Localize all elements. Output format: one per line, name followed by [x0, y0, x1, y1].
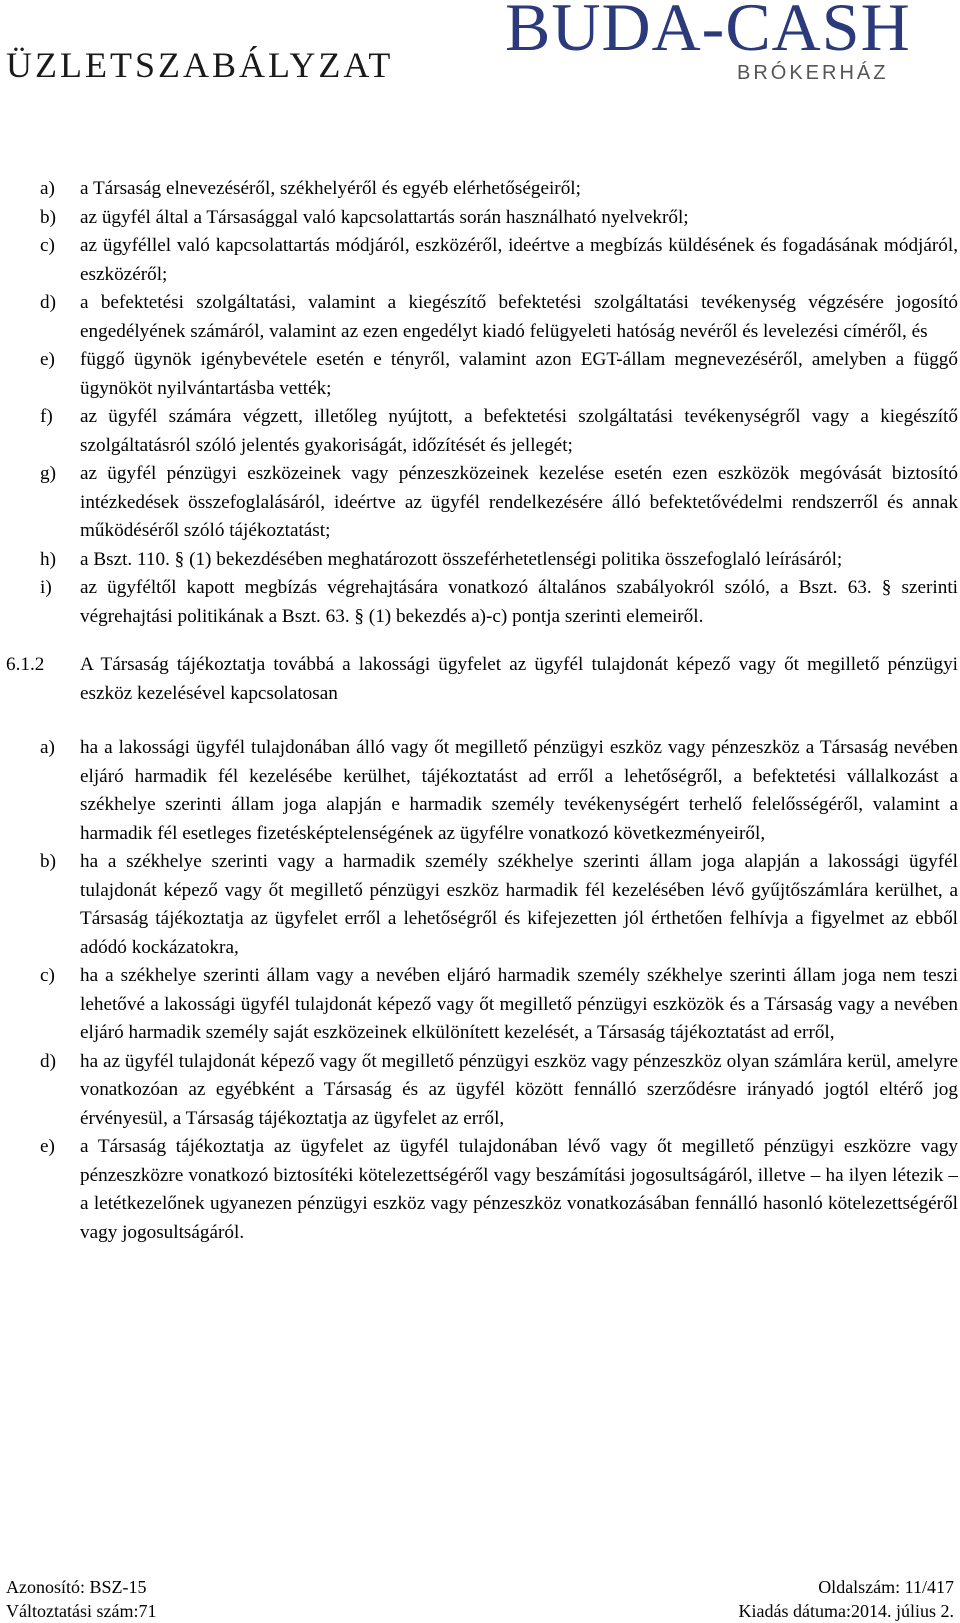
page-number: Oldalszám: 11/417	[818, 1577, 954, 1597]
list-item-text: a Társaság elnevezéséről, székhelyéről és egyéb elérhetőségeiről;	[80, 178, 581, 199]
list-item-letter: e)	[40, 349, 55, 370]
list-item-text: a Társaság tájékoztatja az ügyfelet az ügyfél tulajdonában lévő vagy őt megillető pénzügyi eszközre vagy pénzeszközre vonatkozó biztosítéki kötelezettségéről vagy beszámítási jogosultságáról, illetve – ha ilyen létezik – a letétkezelőnek ugyanezen pénzügyi eszköz vagy pénzeszköz vonatkozásában fennálló hasonló kötelezettségéről vagy jogosultságáról.	[80, 1136, 958, 1243]
list-item-text: ha a lakossági ügyfél tulajdonában álló vagy őt megillető pénzügyi eszköz vagy pénzeszköz a Társaság nevében eljáró harmadik fél kezelésébe kerülhet, tájékoztatást ad erről a lehetőségről, a befektetési vállalkozást a székhelye szerinti állam joga alapján e harmadik személy tevékenységért terhelő felelősségéről, valamint a harmadik fél esetleges fizetésképtelenségének az ügyfélre vonatkozó következményeiről,	[80, 737, 958, 844]
list-item-text: a Bszt. 110. § (1) bekezdésében meghatározott összeférhetetlenségi politika összefoglaló leírásáról;	[80, 548, 843, 570]
list-item-text: az ügyfél számára végzett, illetőleg nyújtott, a befektetési szolgáltatási tevékenységről vagy a kiegészítő szolgáltatásról szóló jelentés gyakoriságát, időzítését és jellegét;	[80, 406, 958, 456]
list-item-text: a befektetési szolgáltatási, valamint a kiegészítő befektetési szolgáltatási tevékenység végzésére jogosító engedélyének számáról, valamint az ezen engedélyt kiadó felügyeleti hatóság nevéről és levelezési címéről, és	[80, 292, 958, 342]
list-item	[0, 1048, 960, 1134]
list-item-text: az ügyfél által a Társasággal való kapcsolattartás során használható nyelvekről;	[80, 206, 689, 228]
document-id: Azonosító: BSZ-15	[6, 1577, 147, 1597]
list-item-text: ha a székhelye szerinti vagy a harmadik személy székhelye szerinti állam joga alapján a lakossági ügyfél tulajdonát képező vagy őt megillető pénzügyi eszköz harmadik fél kezelésében lévő gyűjtőszámlára kerülhet, a Társaság tájékoztatja az ügyfelet erről a lehetőségről és kifejezetten jól érthetően felhívja a figyelmet az ebből adódó kockázatokra,	[80, 851, 958, 958]
list-item	[0, 962, 960, 1048]
document-body	[0, 175, 960, 1247]
list-item	[0, 346, 960, 403]
list-item	[0, 204, 960, 233]
company-logo	[505, 0, 955, 90]
list-item-text: ha a székhelye szerinti állam vagy a nevében eljáró harmadik személy székhelye szerinti állam joga nem teszi lehetővé a lakossági ügyfél tulajdonát képező vagy őt megillető pénzügyi eszközök és a Társaság vagy a nevében eljáró harmadik személy saját eszközeinek elkülönített kezelését, a Társaság tájékoztatást ad erről,	[80, 965, 958, 1043]
section-paragraph	[0, 651, 960, 708]
list-item-letter: b)	[40, 206, 56, 228]
list-item-letter: a)	[40, 737, 55, 758]
list-item-letter: a)	[40, 178, 55, 199]
list-item	[0, 289, 960, 346]
list-item-text: ha az ügyfél tulajdonát képező vagy őt megillető pénzügyi eszköz vagy pénzeszköz olyan számlára kerül, amelyre vonatkozóan az egyébként a Társaság és az ügyfél között fennálló szerződésre irányadó jogtól eltérő jog érvényesül, a Társaság tájékoztatja az ügyfelet az erről,	[80, 1050, 958, 1129]
list-item-text: függő ügynök igénybevétele esetén e tényről, valamint azon EGT-állam megnevezéséről, amelyben a függő ügynököt nyilvántartásba vették;	[80, 349, 958, 399]
list-item	[0, 460, 960, 546]
asset-info-list	[0, 734, 960, 1247]
document-title: ÜZLETSZABÁLYZAT	[6, 45, 394, 85]
issue-date: Kiadás dátuma:2014. július 2.	[738, 1601, 954, 1621]
list-item-letter: d)	[40, 292, 56, 313]
list-item-letter: c)	[40, 235, 55, 256]
list-item	[0, 848, 960, 962]
page-header	[0, 0, 960, 100]
list-item-letter: c)	[40, 965, 55, 986]
list-item	[0, 232, 960, 289]
list-item-letter: d)	[40, 1050, 56, 1072]
list-item	[0, 175, 960, 204]
section-number: 6.1.2	[6, 654, 45, 675]
logo-subtitle: BRÓKERHÁZ	[737, 62, 889, 84]
list-item	[0, 574, 960, 631]
list-item	[0, 734, 960, 848]
list-item-letter: i)	[40, 577, 52, 598]
info-list	[0, 175, 960, 631]
logo-wordmark: BUDA-CASH	[505, 0, 911, 65]
list-item-letter: b)	[40, 851, 56, 872]
list-item-letter: h)	[40, 548, 56, 570]
list-item-letter: e)	[40, 1136, 55, 1157]
list-item-letter: g)	[40, 463, 56, 484]
section-text: A Társaság tájékoztatja továbbá a lakossági ügyfelet az ügyfél tulajdonát képező vagy őt megillető pénzügyi eszköz kezelésével kapcsolatosan	[80, 654, 958, 704]
list-item-text: az ügyféltől kapott megbízás végrehajtására vonatkozó általános szabályokról szóló, a Bszt. 63. § szerinti végrehajtási politikának a Bszt. 63. § (1) bekezdés a)-c) pontja szerinti elemeiről.	[80, 577, 958, 627]
revision-number: Változtatási szám:71	[6, 1601, 157, 1621]
list-item-letter: f)	[40, 406, 53, 427]
list-item-text: az ügyfél pénzügyi eszközeinek vagy pénzeszközeinek kezelése esetén ezen eszközök megóvását biztosító intézkedések összefoglalásáról, ideértve az ügyfél rendelkezésére álló befektetővédelmi rendszerről és annak működéséről szóló tájékoztatást;	[80, 463, 958, 541]
page-footer	[6, 1575, 954, 1623]
list-item-text: az ügyféllel való kapcsolattartás módjáról, eszközéről, ideértve a megbízás küldésének és fogadásának módjáról, eszközéről;	[80, 235, 958, 285]
list-item	[0, 1133, 960, 1247]
list-item	[0, 403, 960, 460]
list-item	[0, 546, 960, 575]
